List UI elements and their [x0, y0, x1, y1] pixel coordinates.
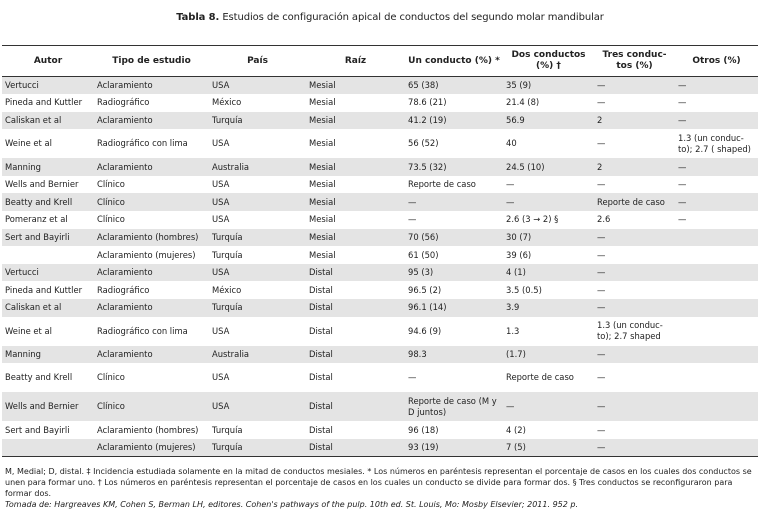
cell-tipo: Clínico	[94, 392, 209, 421]
cell-raiz: Distal	[306, 392, 405, 421]
cell-tres-conductos: —	[594, 264, 675, 282]
cell-pais: Australia	[209, 346, 306, 364]
cell-tipo: Clínico	[97, 214, 125, 225]
cell-dos-conductos: 56.9	[503, 112, 594, 130]
cell-autor	[2, 439, 94, 457]
cell-un-conducto: 56 (52)	[408, 138, 439, 149]
cell-autor: Beatty and Krell	[2, 193, 94, 211]
cell-dos-conductos: 30 (7)	[503, 229, 594, 247]
cell-tres-conductos: —	[597, 249, 606, 260]
cell-un-conducto: 65 (38)	[405, 77, 503, 95]
table-row	[2, 299, 758, 317]
cell-pais: Turquía	[209, 229, 306, 247]
cell-dos-conductos: 4 (2)	[506, 424, 526, 435]
cell-otros	[675, 363, 758, 392]
cell-dos-conductos: —	[503, 193, 594, 211]
cell-raiz: Mesial	[306, 112, 405, 130]
cell-tres-conductos: —	[594, 229, 675, 247]
cell-raiz: Distal	[306, 439, 405, 457]
table-row	[2, 246, 758, 264]
cell-un-conducto: 98.3	[405, 346, 503, 364]
cell-otros	[675, 439, 758, 457]
cell-pais: México	[212, 97, 242, 108]
cell-tipo: Clínico	[97, 372, 125, 383]
cell-dos-conductos: 3.5 (0.5)	[506, 284, 542, 295]
cell-autor: Pineda and Kuttler	[5, 97, 83, 108]
cell-raiz: Distal	[306, 264, 405, 282]
cell-dos-conductos: 35 (9)	[503, 77, 594, 95]
column-header: Dos conductos (%) †	[503, 46, 594, 77]
cell-dos-conductos: Reporte de caso	[506, 372, 574, 383]
table-row	[2, 317, 758, 346]
cell-tipo: Radiográfico	[97, 284, 150, 295]
table-row	[2, 77, 758, 95]
cell-tipo: Clínico	[97, 179, 125, 190]
cell-raiz: Distal	[309, 284, 333, 295]
cell-tipo: Aclaramiento (mujeres)	[97, 249, 196, 260]
table-row	[2, 129, 758, 158]
cell-pais: USA	[209, 193, 306, 211]
column-header: Tres conduc-tos (%)	[594, 46, 675, 77]
cell-un-conducto: 61 (50)	[408, 249, 439, 260]
cell-pais: Turquía	[209, 439, 306, 457]
cell-dos-conductos: 3.9	[503, 299, 594, 317]
cell-un-conducto: 41.2 (19)	[405, 112, 503, 130]
cell-autor: Manning	[2, 346, 94, 364]
cell-raiz: Distal	[309, 372, 333, 383]
cell-pais: USA	[212, 138, 230, 149]
cell-dos-conductos: —	[506, 179, 515, 190]
cell-un-conducto: Reporte de caso (M y D juntos)	[405, 392, 503, 421]
table-title-label: Tabla 8.	[176, 12, 220, 23]
cell-tipo: Radiográfico	[97, 97, 150, 108]
cell-autor: Pomeranz et al	[5, 214, 68, 225]
cell-otros	[675, 392, 758, 421]
cell-autor: Manning	[2, 158, 94, 176]
cell-otros: —	[678, 179, 687, 190]
cell-otros	[675, 346, 758, 364]
cell-otros	[675, 281, 758, 299]
table-row	[2, 392, 758, 421]
cell-tipo: Aclaramiento	[94, 158, 209, 176]
cell-tres-conductos: —	[597, 424, 606, 435]
cell-un-conducto: 70 (56)	[405, 229, 503, 247]
cell-autor: Vertucci	[2, 264, 94, 282]
cell-autor: Caliskan et al	[2, 299, 94, 317]
table-row	[2, 193, 758, 211]
cell-un-conducto: 96.1 (14)	[405, 299, 503, 317]
cell-otros: 1.3 (un conduc-to); 2.7 ( shaped)	[678, 132, 751, 154]
cell-raiz: Mesial	[309, 97, 336, 108]
cell-autor	[2, 246, 94, 264]
cell-un-conducto: —	[408, 372, 417, 383]
cell-autor: Weine et al	[5, 325, 52, 336]
cell-tipo: Radiográfico con lima	[97, 138, 188, 149]
data-table	[2, 45, 758, 457]
cell-dos-conductos: 21.4 (8)	[506, 97, 540, 108]
cell-otros	[675, 421, 758, 439]
cell-autor: Wells and Bernier	[2, 392, 94, 421]
table-footnotes	[5, 466, 757, 510]
cell-tipo: Clínico	[94, 193, 209, 211]
cell-un-conducto: 93 (19)	[405, 439, 503, 457]
cell-dos-conductos: 1.3	[506, 325, 520, 336]
cell-tres-conductos: 2.6	[597, 214, 611, 225]
cell-raiz: Mesial	[306, 158, 405, 176]
cell-autor: Weine et al	[5, 138, 52, 149]
cell-otros: —	[678, 97, 687, 108]
cell-raiz: Mesial	[306, 193, 405, 211]
cell-tres-conductos: —	[594, 346, 675, 364]
cell-pais: USA	[209, 264, 306, 282]
cell-un-conducto: 73.5 (32)	[405, 158, 503, 176]
cell-raiz: Mesial	[309, 179, 336, 190]
cell-raiz: Distal	[309, 424, 333, 435]
table-row	[2, 421, 758, 439]
cell-un-conducto: 96.5 (2)	[408, 284, 442, 295]
cell-tres-conductos: —	[597, 97, 606, 108]
cell-tres-conductos: Reporte de caso	[594, 193, 675, 211]
cell-otros	[675, 264, 758, 282]
cell-tipo: Aclaramiento (hombres)	[94, 229, 209, 247]
table-title	[0, 12, 780, 23]
cell-pais: México	[212, 284, 242, 295]
cell-un-conducto: —	[408, 214, 417, 225]
cell-tipo: Aclaramiento	[94, 346, 209, 364]
column-header: Raíz	[306, 46, 405, 77]
cell-pais: USA	[209, 77, 306, 95]
table-row	[2, 211, 758, 229]
cell-tipo: Aclaramiento (mujeres)	[94, 439, 209, 457]
cell-autor: Wells and Bernier	[5, 179, 79, 190]
cell-tres-conductos: 1.3 (un conduc-to); 2.7 shaped	[597, 320, 663, 342]
table-row	[2, 346, 758, 364]
cell-dos-conductos: 4 (1)	[503, 264, 594, 282]
cell-dos-conductos: 7 (5)	[503, 439, 594, 457]
cell-otros	[675, 246, 758, 264]
cell-dos-conductos: —	[503, 392, 594, 421]
table-row	[2, 112, 758, 130]
column-header: Un conducto (%) *	[405, 46, 503, 77]
table-row	[2, 281, 758, 299]
cell-tipo: Aclaramiento	[94, 264, 209, 282]
cell-dos-conductos: 39 (6)	[506, 249, 532, 260]
table-row	[2, 264, 758, 282]
cell-otros	[675, 229, 758, 247]
cell-raiz: Mesial	[306, 77, 405, 95]
cell-tres-conductos: 2	[594, 112, 675, 130]
table-row	[2, 439, 758, 457]
table-header	[2, 46, 758, 77]
cell-tres-conductos: —	[597, 179, 606, 190]
cell-un-conducto: 96 (18)	[408, 424, 439, 435]
cell-tipo: Radiográfico con lima	[97, 325, 188, 336]
cell-pais: Turquía	[212, 249, 243, 260]
table-row	[2, 176, 758, 194]
column-header: Tipo de estudio	[94, 46, 209, 77]
cell-pais: Turquía	[209, 112, 306, 130]
cell-pais: Australia	[209, 158, 306, 176]
column-header: Otros (%)	[675, 46, 758, 77]
cell-autor: Sert and Bayirli	[5, 424, 70, 435]
cell-autor: Beatty and Krell	[5, 372, 73, 383]
column-header: País	[209, 46, 306, 77]
cell-otros	[675, 299, 758, 317]
cell-raiz: Mesial	[309, 249, 336, 260]
cell-tres-conductos: 2	[594, 158, 675, 176]
cell-otros: —	[675, 193, 758, 211]
cell-tres-conductos: —	[597, 284, 606, 295]
cell-otros: —	[678, 214, 687, 225]
cell-un-conducto: 78.6 (21)	[408, 97, 447, 108]
cell-autor: Sert and Bayirli	[2, 229, 94, 247]
cell-dos-conductos: (1.7)	[503, 346, 594, 364]
cell-pais: Turquía	[212, 424, 243, 435]
cell-tres-conductos: —	[594, 77, 675, 95]
cell-tres-conductos: —	[594, 392, 675, 421]
table-row	[2, 363, 758, 392]
cell-dos-conductos: 2.6 (3 → 2) §	[506, 214, 559, 225]
cell-tres-conductos: —	[594, 299, 675, 317]
cell-un-conducto: Reporte de caso	[408, 179, 476, 190]
table-row	[2, 158, 758, 176]
cell-autor: Caliskan et al	[2, 112, 94, 130]
cell-otros	[675, 317, 758, 346]
cell-dos-conductos: 24.5 (10)	[503, 158, 594, 176]
cell-tres-conductos: —	[594, 439, 675, 457]
cell-raiz: Mesial	[309, 214, 336, 225]
cell-raiz: Distal	[306, 346, 405, 364]
cell-tipo: Aclaramiento	[94, 112, 209, 130]
cell-pais: USA	[212, 372, 230, 383]
cell-autor: Pineda and Kuttler	[5, 284, 83, 295]
cell-un-conducto: 94.6 (9)	[408, 325, 442, 336]
cell-pais: USA	[209, 392, 306, 421]
cell-dos-conductos: 40	[506, 138, 517, 149]
cell-un-conducto: —	[405, 193, 503, 211]
table-row	[2, 229, 758, 247]
cell-tipo: Aclaramiento (hombres)	[97, 424, 199, 435]
cell-otros: —	[675, 158, 758, 176]
cell-raiz: Distal	[309, 325, 333, 336]
footnote-text: M, Medial; D, distal. ‡ Incidencia estudiada solamente en la mitad de conductos mesiales. * Los números en paréntesis representan el porcentaje de casos en los cuales dos conductos se unen para formar uno. † Los números en paréntesis representan el porcentaje de casos en los cuales un conducto se divide para formar dos. § Tres conductos se reconfiguraron para formar dos.	[5, 467, 752, 498]
cell-un-conducto: 95 (3)	[405, 264, 503, 282]
table-body	[2, 77, 758, 457]
cell-pais: USA	[212, 325, 230, 336]
cell-raiz: Mesial	[306, 229, 405, 247]
column-header: Autor	[2, 46, 94, 77]
cell-otros: —	[675, 77, 758, 95]
source-citation: Tomada de: Hargreaves KM, Cohen S, Berman LH, editores. Cohen's pathways of the pulp. 10th ed. St. Louis, Mo: Mosby Elsevier; 2011. 952 p.	[5, 500, 578, 509]
cell-tipo: Aclaramiento	[94, 299, 209, 317]
cell-otros: —	[675, 112, 758, 130]
cell-raiz: Distal	[306, 299, 405, 317]
table-row	[2, 94, 758, 112]
cell-tipo: Aclaramiento	[94, 77, 209, 95]
header-row	[2, 46, 758, 77]
cell-tres-conductos: —	[597, 372, 606, 383]
cell-pais: USA	[212, 179, 230, 190]
cell-autor: Vertucci	[2, 77, 94, 95]
table-title-text: Estudios de configuración apical de conductos del segundo molar mandibular	[222, 12, 604, 23]
cell-raiz: Mesial	[309, 138, 336, 149]
cell-pais: USA	[212, 214, 230, 225]
cell-pais: Turquía	[209, 299, 306, 317]
cell-tres-conductos: —	[597, 138, 606, 149]
